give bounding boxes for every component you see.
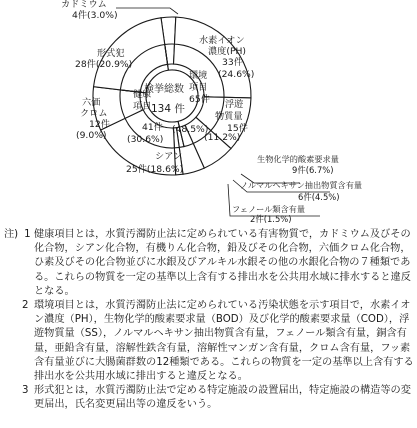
ph-label-1: 水素イオン xyxy=(199,35,245,46)
note-3-number: 3 xyxy=(22,385,29,397)
kenko-label-3: 41件 xyxy=(142,122,163,133)
ss-label-3: 15件 xyxy=(227,123,248,134)
keishiki-label-2: 28件(20.9%) xyxy=(75,59,133,70)
note-2-text: 環境項目とは，水質汚濁防止法に定められている汚染状態を示す項目で，水素イオン濃度（PH），生物化学的酸素要求量（BOD）及び化学的酸素要求量（COD），浮遊物質量（SS），ノルマルヘキサン抽出物質含有量，フェノール類含有量，銅含有量，亜鉛含有量，溶解性鉄含有量，溶解性マンガン含有量，クロム含有量，フッ素含有量並びに大腸菌群数の12種類である。これらの物質を一定の基準以上含有する排出水を公共用水域に排出すると違反となる。 xyxy=(34,300,414,383)
kadmium-leader xyxy=(116,8,178,14)
note-1-text: 健康項目とは，水質汚濁防止法に定められている有害物質で，カドミウム及びその化合物，シアン化合物，有機りん化合物，鉛及びその化合物，六価クロム化合物，ひ素及びその化合物並びに水銀及びアルキル水銀その他の水銀化合物の７種類である。これらの物質を一定の基準以上含有する排出水を公共用水域に排水すると違反となる。 xyxy=(34,229,411,297)
kenko-label-4: (30.6%) xyxy=(127,134,164,145)
env-label-2: 項目 xyxy=(189,82,208,93)
cyan-label-2: 25件(18.6%) xyxy=(126,164,184,175)
phenol-label-1: フェノール類含有量 xyxy=(232,204,306,214)
bod-label-1: 生物化学的酸素要求量 xyxy=(257,154,339,164)
ss-label-2: 物質量 xyxy=(215,111,243,122)
kadmium-value: 4件(3.0%) xyxy=(72,10,118,21)
note-1 xyxy=(4,228,414,299)
env-label-4: (48.5%) xyxy=(172,124,209,135)
ph-label-3: 33件 xyxy=(222,57,243,68)
chromium-label-4: (9.0%) xyxy=(76,130,107,141)
chromium-label-1: 六価 xyxy=(82,97,101,108)
note-2-number: 2 xyxy=(22,300,29,312)
phenol-label-2: 2件(1.5%) xyxy=(250,214,292,224)
ph-label-4: (24.6%) xyxy=(218,69,255,80)
note-3-lead xyxy=(4,384,28,398)
ph-label-2: 濃度(PH) xyxy=(208,46,246,57)
env-label-1: 環境 xyxy=(189,70,208,81)
chromium-label-3: 12件 xyxy=(89,119,110,130)
notes xyxy=(4,228,414,413)
note-2-lead xyxy=(4,299,28,313)
kenko-label-1: 健康 xyxy=(133,89,152,100)
note-3 xyxy=(4,384,414,412)
ss-label-4: (11.2%) xyxy=(204,132,241,143)
normalhexane-label-1: ノルマルヘキサン抽出物質含有量 xyxy=(240,180,363,190)
cyan-label-1: シアン xyxy=(155,151,183,162)
center-label: 検挙総数 xyxy=(144,84,184,95)
bod-label-2: 9件(6.7%) xyxy=(292,165,334,175)
ss-label-1: 浮遊 xyxy=(225,99,244,110)
note-3-text: 形式犯とは，水質汚濁防止法で定める特定施設の設置届出，特定施設の構造等の変更届出，氏名変更届出等の違反をいう。 xyxy=(34,385,411,411)
note-1-mark: 注) xyxy=(4,229,19,240)
kadmium-name: カドミウム xyxy=(61,0,107,10)
keishiki-label-1: 形式犯 xyxy=(97,48,125,59)
chromium-label-2: クロム xyxy=(80,108,108,119)
normalhexane-label-2: 6件(4.5%) xyxy=(298,192,340,202)
note-1-number: 1 xyxy=(24,229,31,240)
kenko-label-2: 項目 xyxy=(133,101,152,112)
note-2 xyxy=(4,299,414,384)
env-label-3: 65件 xyxy=(189,94,210,105)
note-1-lead xyxy=(4,228,31,242)
center-value: 134 件 xyxy=(151,103,185,115)
